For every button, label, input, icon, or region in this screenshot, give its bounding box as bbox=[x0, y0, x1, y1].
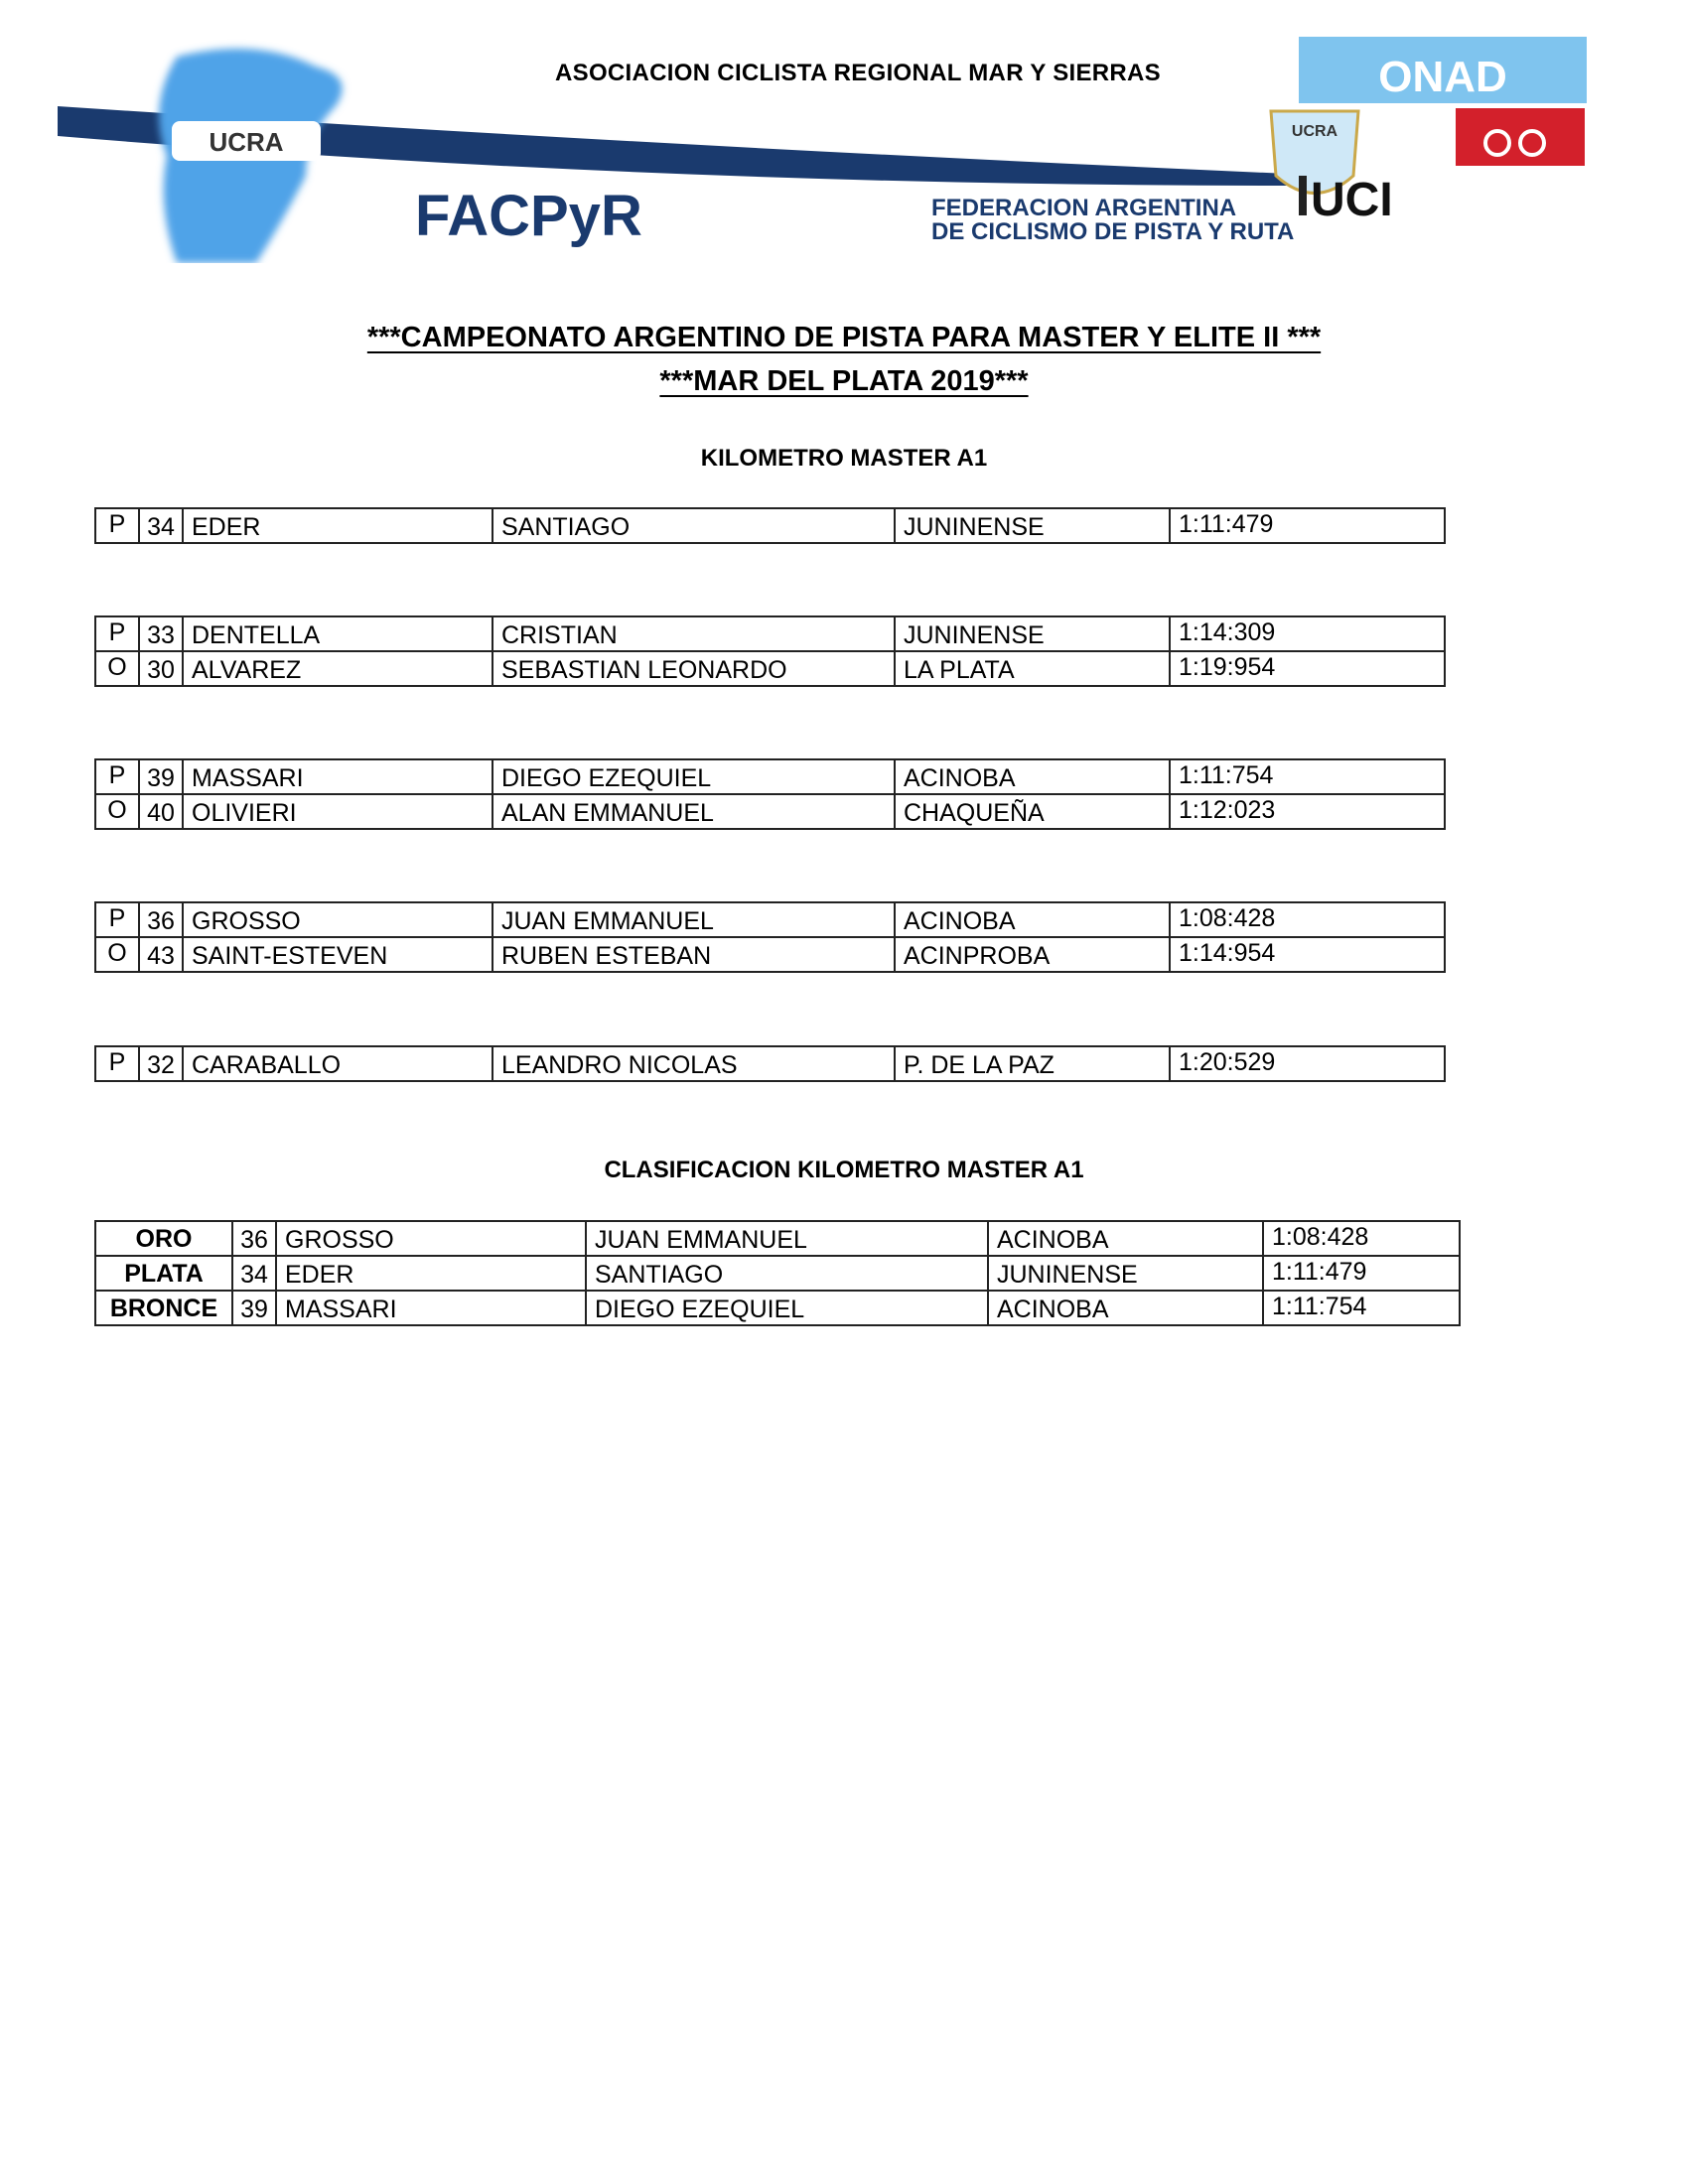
club-cell: ACINOBA bbox=[895, 902, 1170, 937]
club-cell: CHAQUEÑA bbox=[895, 794, 1170, 829]
heat-table bbox=[94, 615, 1446, 687]
svg-text:FACPyR: FACPyR bbox=[415, 184, 642, 248]
surname-cell: ALVAREZ bbox=[183, 651, 492, 686]
document-subtitle: ***MAR DEL PLATA 2019*** bbox=[659, 365, 1029, 397]
club-cell: ACINOBA bbox=[988, 1291, 1263, 1325]
heat-table bbox=[94, 758, 1446, 830]
number-cell: 36 bbox=[232, 1221, 276, 1256]
medal-cell: PLATA bbox=[95, 1256, 232, 1291]
time-cell: 1:08:428 bbox=[1263, 1221, 1460, 1256]
time-cell: 1:11:754 bbox=[1170, 759, 1445, 794]
time-cell: 1:19:954 bbox=[1170, 651, 1445, 686]
first-name-cell: JUAN EMMANUEL bbox=[586, 1221, 988, 1256]
position-cell: P bbox=[95, 616, 139, 651]
club-cell: JUNINENSE bbox=[895, 508, 1170, 543]
table-row bbox=[95, 508, 1445, 543]
position-cell: P bbox=[95, 759, 139, 794]
position-cell: O bbox=[95, 937, 139, 972]
club-cell: ACINOBA bbox=[988, 1221, 1263, 1256]
medal-cell: ORO bbox=[95, 1221, 232, 1256]
position-cell: O bbox=[95, 651, 139, 686]
first-name-cell: DIEGO EZEQUIEL bbox=[492, 759, 895, 794]
svg-text:UCRA: UCRA bbox=[1291, 123, 1338, 140]
table-row bbox=[95, 1291, 1460, 1325]
first-name-cell: JUAN EMMANUEL bbox=[492, 902, 895, 937]
surname-cell: MASSARI bbox=[276, 1291, 586, 1325]
number-cell: 30 bbox=[139, 651, 183, 686]
surname-cell: SAINT-ESTEVEN bbox=[183, 937, 492, 972]
first-name-cell: CRISTIAN bbox=[492, 616, 895, 651]
svg-text:ONAD: ONAD bbox=[1378, 53, 1507, 101]
medal-cell: BRONCE bbox=[95, 1291, 232, 1325]
table-row bbox=[95, 1221, 1460, 1256]
surname-cell: MASSARI bbox=[183, 759, 492, 794]
time-cell: 1:11:479 bbox=[1170, 508, 1445, 543]
time-cell: 1:20:529 bbox=[1170, 1046, 1445, 1081]
svg-text:UCI: UCI bbox=[1311, 174, 1393, 226]
table-row bbox=[95, 1046, 1445, 1081]
table-row bbox=[95, 937, 1445, 972]
table-row bbox=[95, 759, 1445, 794]
first-name-cell: SANTIAGO bbox=[492, 508, 895, 543]
first-name-cell: SANTIAGO bbox=[586, 1256, 988, 1291]
number-cell: 39 bbox=[139, 759, 183, 794]
surname-cell: EDER bbox=[276, 1256, 586, 1291]
association-name: ASOCIACION CICLISTA REGIONAL MAR Y SIERRAS bbox=[555, 60, 1161, 86]
time-cell: 1:08:428 bbox=[1170, 902, 1445, 937]
club-cell: P. DE LA PAZ bbox=[895, 1046, 1170, 1081]
classification-table bbox=[94, 1220, 1461, 1326]
first-name-cell: ALAN EMMANUEL bbox=[492, 794, 895, 829]
surname-cell: GROSSO bbox=[276, 1221, 586, 1256]
number-cell: 36 bbox=[139, 902, 183, 937]
heat-table bbox=[94, 507, 1446, 544]
svg-text:UCRA: UCRA bbox=[209, 127, 284, 157]
club-cell: ACINPROBA bbox=[895, 937, 1170, 972]
number-cell: 32 bbox=[139, 1046, 183, 1081]
time-cell: 1:11:754 bbox=[1263, 1291, 1460, 1325]
surname-cell: DENTELLA bbox=[183, 616, 492, 651]
table-row bbox=[95, 902, 1445, 937]
table-row bbox=[95, 1256, 1460, 1291]
first-name-cell: LEANDRO NICOLAS bbox=[492, 1046, 895, 1081]
position-cell: P bbox=[95, 1046, 139, 1081]
number-cell: 39 bbox=[232, 1291, 276, 1325]
club-cell: LA PLATA bbox=[895, 651, 1170, 686]
number-cell: 34 bbox=[139, 508, 183, 543]
table-row bbox=[95, 794, 1445, 829]
classification-title: CLASIFICACION KILOMETRO MASTER A1 bbox=[604, 1157, 1084, 1183]
first-name-cell: DIEGO EZEQUIEL bbox=[586, 1291, 988, 1325]
number-cell: 34 bbox=[232, 1256, 276, 1291]
table-row bbox=[95, 616, 1445, 651]
position-cell: P bbox=[95, 508, 139, 543]
club-cell: JUNINENSE bbox=[895, 616, 1170, 651]
first-name-cell: RUBEN ESTEBAN bbox=[492, 937, 895, 972]
heat-table bbox=[94, 1045, 1446, 1082]
svg-text:FEDERACION ARGENTINA: FEDERACION ARGENTINA bbox=[931, 195, 1237, 221]
svg-text:DE CICLISMO DE PISTA Y RUTA: DE CICLISMO DE PISTA Y RUTA bbox=[931, 218, 1295, 245]
club-cell: ACINOBA bbox=[895, 759, 1170, 794]
time-cell: 1:12:023 bbox=[1170, 794, 1445, 829]
surname-cell: OLIVIERI bbox=[183, 794, 492, 829]
document-title: ***CAMPEONATO ARGENTINO DE PISTA PARA MASTER Y ELITE II *** bbox=[366, 322, 1322, 353]
time-cell: 1:11:479 bbox=[1263, 1256, 1460, 1291]
number-cell: 40 bbox=[139, 794, 183, 829]
section-title: KILOMETRO MASTER A1 bbox=[700, 445, 988, 472]
surname-cell: EDER bbox=[183, 508, 492, 543]
heat-table bbox=[94, 901, 1446, 973]
surname-cell: GROSSO bbox=[183, 902, 492, 937]
number-cell: 43 bbox=[139, 937, 183, 972]
position-cell: O bbox=[95, 794, 139, 829]
surname-cell: CARABALLO bbox=[183, 1046, 492, 1081]
time-cell: 1:14:954 bbox=[1170, 937, 1445, 972]
club-cell: JUNINENSE bbox=[988, 1256, 1263, 1291]
time-cell: 1:14:309 bbox=[1170, 616, 1445, 651]
table-row bbox=[95, 651, 1445, 686]
first-name-cell: SEBASTIAN LEONARDO bbox=[492, 651, 895, 686]
number-cell: 33 bbox=[139, 616, 183, 651]
position-cell: P bbox=[95, 902, 139, 937]
